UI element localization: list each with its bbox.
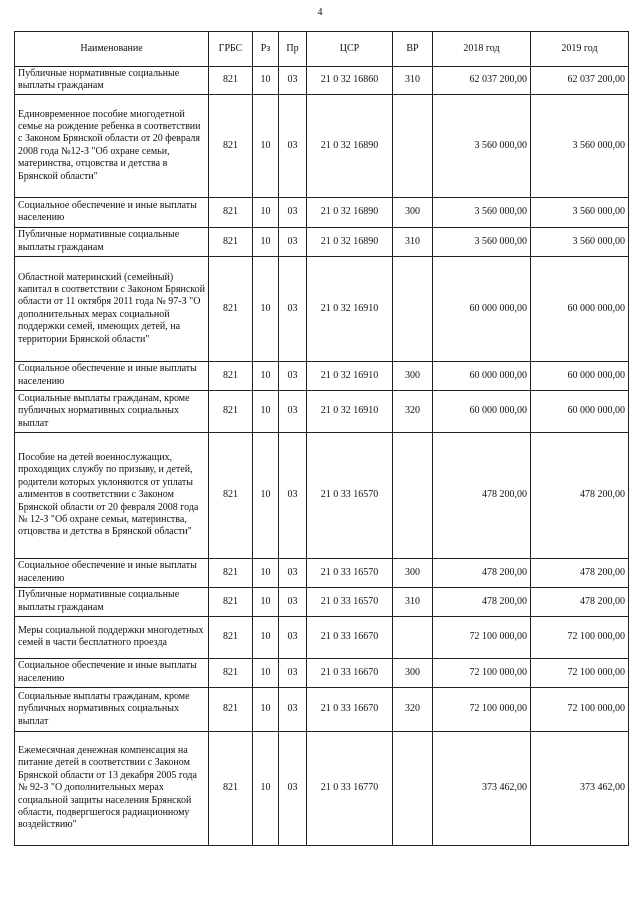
cell-rz: 10 [253,256,279,361]
table-row [15,361,629,390]
cell-rz: 10 [253,94,279,197]
cell-name: Областной материнский (семейный) капитал в соответствии с Законом Брянской области от 11 октября 2011 года № 97-З "О дополнительных мерах социальной поддержки семей, имеющих детей, на территории Брянской области" [15,256,209,361]
cell-2018: 3 560 000,00 [433,197,531,227]
cell-2019: 72 100 000,00 [531,687,629,731]
cell-pr: 03 [279,432,307,558]
cell-grbs: 821 [209,227,253,256]
cell-2019: 62 037 200,00 [531,67,629,95]
cell-grbs: 821 [209,256,253,361]
cell-2018: 478 200,00 [433,558,531,587]
cell-pr: 03 [279,94,307,197]
cell-pr: 03 [279,731,307,845]
header-2018: 2018 год [433,32,531,67]
cell-name: Социальные выплаты гражданам, кроме публичных нормативных социальных выплат [15,390,209,432]
table-row [15,94,629,197]
cell-pr: 03 [279,361,307,390]
cell-2018: 72 100 000,00 [433,687,531,731]
cell-2019: 373 462,00 [531,731,629,845]
cell-csr: 21 0 33 16670 [307,658,393,687]
cell-2018: 3 560 000,00 [433,227,531,256]
cell-2019: 72 100 000,00 [531,658,629,687]
cell-pr: 03 [279,616,307,658]
cell-csr: 21 0 32 16910 [307,390,393,432]
cell-csr: 21 0 33 16670 [307,687,393,731]
header-vr: ВР [393,32,433,67]
cell-vr: 320 [393,390,433,432]
header-2019: 2019 год [531,32,629,67]
cell-2018: 3 560 000,00 [433,94,531,197]
cell-name: Социальные выплаты гражданам, кроме публичных нормативных социальных выплат [15,687,209,731]
table-row [15,658,629,687]
cell-2018: 478 200,00 [433,587,531,616]
cell-2019: 478 200,00 [531,432,629,558]
cell-grbs: 821 [209,731,253,845]
cell-csr: 21 0 32 16910 [307,361,393,390]
cell-rz: 10 [253,587,279,616]
cell-2019: 3 560 000,00 [531,197,629,227]
cell-csr: 21 0 33 16770 [307,731,393,845]
cell-rz: 10 [253,390,279,432]
cell-vr: 320 [393,687,433,731]
cell-vr: 310 [393,587,433,616]
cell-vr [393,616,433,658]
cell-vr: 310 [393,227,433,256]
table-row [15,256,629,361]
cell-pr: 03 [279,390,307,432]
table-row [15,197,629,227]
header-rz: Рз [253,32,279,67]
cell-name: Публичные нормативные социальные выплаты гражданам [15,227,209,256]
cell-vr [393,94,433,197]
cell-2018: 478 200,00 [433,432,531,558]
cell-csr: 21 0 33 16570 [307,587,393,616]
cell-2019: 72 100 000,00 [531,616,629,658]
cell-rz: 10 [253,616,279,658]
cell-rz: 10 [253,731,279,845]
cell-grbs: 821 [209,558,253,587]
cell-2019: 60 000 000,00 [531,256,629,361]
cell-2018: 72 100 000,00 [433,658,531,687]
cell-grbs: 821 [209,432,253,558]
cell-rz: 10 [253,361,279,390]
cell-csr: 21 0 32 16910 [307,256,393,361]
cell-grbs: 821 [209,390,253,432]
cell-csr: 21 0 32 16890 [307,197,393,227]
header-grbs: ГРБС [209,32,253,67]
cell-2018: 60 000 000,00 [433,390,531,432]
cell-name: Меры социальной поддержки многодетных семей в части бесплатного проезда [15,616,209,658]
cell-2018: 72 100 000,00 [433,616,531,658]
cell-2018: 60 000 000,00 [433,361,531,390]
header-name: Наименование [15,32,209,67]
cell-vr: 300 [393,658,433,687]
cell-vr [393,731,433,845]
cell-name: Пособие на детей военнослужащих, проходящих службу по призыву, и детей, родители которых уклоняются от уплаты алиментов в соответствии с Законом Брянской области от 20 февраля 2008 года № 12-З "Об охране семьи, материнства, отцовства и детства в Брянской области" [15,432,209,558]
table-row [15,432,629,558]
cell-rz: 10 [253,67,279,95]
page-number: 4 [317,7,323,18]
header-csr: ЦСР [307,32,393,67]
cell-2018: 62 037 200,00 [433,67,531,95]
cell-rz: 10 [253,658,279,687]
cell-pr: 03 [279,558,307,587]
cell-rz: 10 [253,227,279,256]
cell-rz: 10 [253,432,279,558]
cell-2019: 3 560 000,00 [531,227,629,256]
cell-grbs: 821 [209,361,253,390]
cell-grbs: 821 [209,687,253,731]
cell-vr [393,256,433,361]
table-row [15,687,629,731]
table-row [15,67,629,95]
cell-name: Единовременное пособие многодетной семье на рождение ребенка в соответствии с Законом Брянской области от 20 февраля 2008 года №12-З "Об охране семьи, материнства, отцовства и детства в Брянской области" [15,94,209,197]
cell-2019: 60 000 000,00 [531,361,629,390]
cell-csr: 21 0 33 16670 [307,616,393,658]
cell-pr: 03 [279,197,307,227]
cell-grbs: 821 [209,658,253,687]
cell-csr: 21 0 33 16570 [307,558,393,587]
cell-2019: 60 000 000,00 [531,390,629,432]
cell-2018: 373 462,00 [433,731,531,845]
cell-grbs: 821 [209,197,253,227]
cell-vr: 300 [393,361,433,390]
cell-rz: 10 [253,558,279,587]
cell-name: Социальное обеспечение и иные выплаты населению [15,197,209,227]
cell-name: Ежемесячная денежная компенсация на питание детей в соответствии с Законом Брянской области от 13 декабря 2005 года № 92-З "О дополнительных мерах социальной защиты населения Брянской области, подвергшегося радиационному воздействию" [15,731,209,845]
table-row [15,558,629,587]
cell-vr [393,432,433,558]
table-row [15,731,629,845]
cell-name: Публичные нормативные социальные выплаты гражданам [15,67,209,95]
cell-grbs: 821 [209,67,253,95]
cell-name: Публичные нормативные социальные выплаты гражданам [15,587,209,616]
cell-vr: 310 [393,67,433,95]
cell-grbs: 821 [209,587,253,616]
cell-name: Социальное обеспечение и иные выплаты населению [15,361,209,390]
cell-vr: 300 [393,558,433,587]
table-row [15,616,629,658]
table-row [15,227,629,256]
cell-name: Социальное обеспечение и иные выплаты населению [15,558,209,587]
cell-pr: 03 [279,687,307,731]
budget-table [14,31,629,846]
cell-pr: 03 [279,658,307,687]
cell-csr: 21 0 32 16890 [307,94,393,197]
table-row [15,587,629,616]
cell-pr: 03 [279,67,307,95]
cell-vr: 300 [393,197,433,227]
table-header-row [15,32,629,67]
cell-2019: 3 560 000,00 [531,94,629,197]
header-pr: Пр [279,32,307,67]
cell-name: Социальное обеспечение и иные выплаты населению [15,658,209,687]
cell-2018: 60 000 000,00 [433,256,531,361]
table-row [15,390,629,432]
cell-pr: 03 [279,227,307,256]
cell-csr: 21 0 32 16890 [307,227,393,256]
cell-rz: 10 [253,197,279,227]
cell-2019: 478 200,00 [531,558,629,587]
cell-2019: 478 200,00 [531,587,629,616]
cell-csr: 21 0 32 16860 [307,67,393,95]
cell-pr: 03 [279,587,307,616]
cell-rz: 10 [253,687,279,731]
cell-grbs: 821 [209,94,253,197]
cell-csr: 21 0 33 16570 [307,432,393,558]
cell-pr: 03 [279,256,307,361]
cell-grbs: 821 [209,616,253,658]
